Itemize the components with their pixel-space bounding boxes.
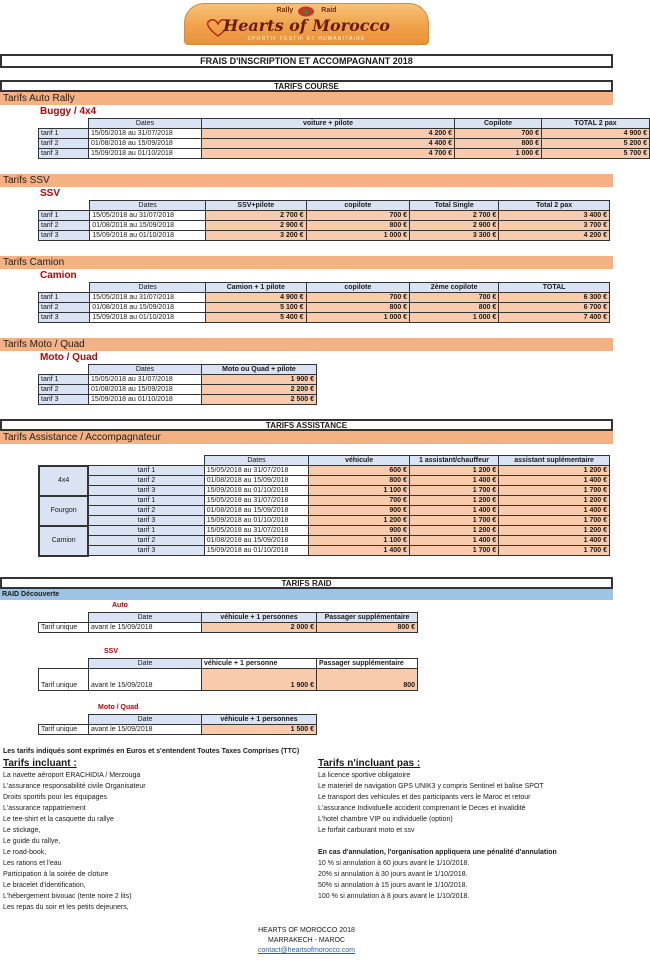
column-header: assistant suplémentaire	[499, 456, 610, 466]
date-range: 15/05/2018 au 31/07/2018	[204, 496, 309, 506]
column-header: TOTAL	[499, 283, 610, 293]
table-row	[39, 516, 610, 526]
column-header: Dates	[89, 119, 202, 129]
subtitle-ssv: SSV	[40, 188, 61, 199]
table-moto	[38, 364, 317, 405]
date-range: 15/09/2018 au 01/10/2018	[89, 395, 202, 405]
tarif-label: tarif 2	[39, 139, 89, 149]
price-cell: 3 400 €	[499, 211, 610, 221]
date-range: 01/08/2018 au 15/09/2018	[204, 506, 309, 516]
table-row	[39, 303, 610, 313]
footer-line2: MARRAKECH - MAROC	[267, 937, 345, 944]
list-item: Le materiel de navigation GPS UNIK3 y compris Sentinel et balise SPOT	[318, 783, 544, 790]
table-row	[39, 221, 610, 231]
column-header: voiture + pilote	[202, 119, 455, 129]
section-header-course: TARIFS COURSE	[0, 80, 613, 92]
price-cell: 1 000 €	[306, 313, 410, 323]
tarif-label: tarif 3	[88, 486, 204, 496]
subtitle-raid-moto: Moto / Quad	[98, 704, 139, 711]
list-item: Les rations et l'eau	[3, 860, 62, 867]
column-header: Date	[89, 659, 202, 669]
tarif-label: tarif 1	[39, 211, 90, 221]
price-cell: 3 700 €	[499, 221, 610, 231]
column-header: Passager supplémentaire	[317, 613, 418, 623]
table-assistance	[38, 455, 610, 557]
tarif-label: tarif 2	[88, 476, 204, 486]
blank-cell	[39, 613, 89, 623]
footer	[0, 926, 613, 956]
table-row	[39, 313, 610, 323]
table-row	[39, 526, 610, 536]
price-cell: 2 500 €	[202, 395, 317, 405]
table-row	[39, 496, 610, 506]
list-item: L'assurance Individuelle accident comprenant le Deces et invalidité	[318, 805, 526, 812]
price-cell: 1 400 €	[499, 476, 610, 486]
tarif-label: tarif 1	[39, 375, 89, 385]
price-cell: 1 400 €	[499, 536, 610, 546]
column-header: TOTAL 2 pax	[542, 119, 650, 129]
table-row	[39, 395, 317, 405]
tarif-label: Tarif unique	[39, 623, 89, 633]
table-row	[39, 231, 610, 241]
tarif-label: tarif 3	[39, 313, 90, 323]
vehicle-group-label: 4x4	[39, 466, 88, 496]
price-cell: 5 700 €	[542, 149, 650, 159]
table-row	[39, 476, 610, 486]
date-range: 15/05/2018 au 31/07/2018	[90, 211, 206, 221]
date-range: 15/09/2018 au 01/10/2018	[90, 313, 206, 323]
footer-line1: HEARTS OF MOROCCO 2018	[258, 927, 355, 934]
price-cell: 4 200 €	[499, 231, 610, 241]
list-item: Droits sportifs pour les équipages	[3, 794, 107, 801]
price-cell: 4 900 €	[206, 293, 306, 303]
table-row	[39, 669, 418, 691]
price-cell: 6 700 €	[499, 303, 610, 313]
list-item: Participation à la soirée de cloture	[3, 871, 109, 878]
price-cell: 3 200 €	[206, 231, 306, 241]
band-camion: Tarifs Camion	[0, 256, 613, 269]
date-range: 01/08/2018 au 15/09/2018	[89, 385, 202, 395]
date-range: 15/09/2018 au 01/10/2018	[90, 231, 206, 241]
table-row	[39, 293, 610, 303]
price-cell: 700 €	[455, 129, 542, 139]
price-cell: 1 200 €	[409, 496, 498, 506]
column-header: Date	[89, 715, 202, 725]
price-cell: 2 900 €	[410, 221, 499, 231]
list-item: Le guide du rallye,	[3, 838, 61, 845]
included-title: Tarifs incluant :	[3, 758, 77, 769]
date-range: 15/05/2018 au 31/07/2018	[89, 129, 202, 139]
list-item: 50% si annulation à 15 jours avant le 1/10/2018.	[318, 882, 468, 889]
logo-subtitle: SPORTIF FESTIF ET HUMANITAIRE	[247, 36, 366, 42]
price-cell: 600 €	[309, 466, 410, 476]
list-item: L'assurance rappatriement	[3, 805, 86, 812]
tarif-label: tarif 2	[39, 385, 89, 395]
table-row	[39, 129, 650, 139]
excluded-title: Tarifs n'incluant pas :	[318, 758, 421, 769]
price-cell: 1 000 €	[306, 231, 410, 241]
price-cell: 1 700 €	[499, 546, 610, 556]
table-row	[39, 149, 650, 159]
date-range: 01/08/2018 au 15/09/2018	[90, 221, 206, 231]
table-row	[39, 506, 610, 516]
tarif-label: tarif 3	[39, 231, 90, 241]
table-camion	[38, 282, 610, 323]
band-assistance: Tarifs Assistance / Accompagnateur	[0, 431, 613, 444]
price-cell: 800 €	[309, 476, 410, 486]
tarif-label: tarif 1	[39, 293, 90, 303]
tarif-label: tarif 1	[39, 129, 89, 139]
blank-cell	[39, 283, 90, 293]
column-header: Passager supplémentaire	[317, 659, 418, 669]
price-cell: 1 700 €	[499, 486, 610, 496]
price-cell: 900 €	[309, 526, 410, 536]
column-header: Dates	[204, 456, 309, 466]
tarif-label: Tarif unique	[39, 725, 89, 735]
vehicle-group-label: Fourgon	[39, 496, 88, 526]
price-cell: 1 400 €	[409, 506, 498, 516]
column-header: Total 2 pax	[499, 201, 610, 211]
tarif-label: tarif 3	[88, 546, 204, 556]
date-limit: avant le 15/09/2018	[89, 725, 202, 735]
tarif-label: tarif 3	[88, 516, 204, 526]
tarif-label: tarif 1	[88, 496, 204, 506]
price-cell: 4 200 €	[202, 129, 455, 139]
table-raid-moto	[38, 714, 317, 735]
tarif-label: tarif 2	[88, 536, 204, 546]
date-range: 15/09/2018 au 01/10/2018	[204, 546, 309, 556]
logo-raid-text: Raid	[321, 7, 337, 14]
excluded-list	[318, 770, 613, 836]
price-cell: 800 €	[410, 303, 499, 313]
table-row	[39, 486, 610, 496]
list-item: 20% si annulation à 30 jours avant le 1/10/2018.	[318, 871, 468, 878]
subtitle-raid-ssv: SSV	[104, 648, 119, 655]
table-row	[39, 725, 317, 735]
price-cell: 4 400 €	[202, 139, 455, 149]
blank-cell	[39, 201, 90, 211]
price-cell: 700 €	[306, 211, 410, 221]
price-cell: 800 €	[306, 303, 410, 313]
list-item: Le tee-shirt et la casquette du rallye	[3, 816, 114, 823]
price-cell: 1 700 €	[409, 486, 498, 496]
list-item: Les repas du soir et les petits dejeuners,	[3, 904, 129, 911]
column-header: Copilote	[455, 119, 542, 129]
page-title: FRAIS D'INSCRIPTION ET ACCOMPAGNANT 2018	[0, 54, 613, 68]
column-header: véhicule	[309, 456, 410, 466]
date-range: 01/08/2018 au 15/09/2018	[89, 139, 202, 149]
band-raid-decouverte: RAID Découverte	[0, 589, 613, 600]
list-item: Le bracelet d'identification,	[3, 882, 86, 889]
list-item: L'assurance responsabilité civile Organisateur	[3, 783, 146, 790]
notes-excluded	[318, 757, 613, 902]
price-cell: 4 700 €	[202, 149, 455, 159]
table-raid-auto	[38, 612, 418, 633]
date-limit: avant le 15/09/2018	[89, 669, 202, 691]
price-cell: 800	[317, 669, 418, 691]
price-cell: 700 €	[306, 293, 410, 303]
table-row	[39, 466, 610, 476]
column-header: véhicule + 1 personnes	[202, 613, 317, 623]
list-item: La licence sportive obligatoire	[318, 772, 411, 779]
table-row	[39, 385, 317, 395]
table-row	[39, 623, 418, 633]
price-cell: 1 200 €	[409, 466, 498, 476]
column-header: copilote	[306, 283, 410, 293]
price-cell: 1 200 €	[499, 496, 610, 506]
list-item: L'hébergement bivouac (tente noire 2 lits)	[3, 893, 132, 900]
blank-cell	[39, 456, 204, 466]
price-cell: 1 400 €	[309, 546, 410, 556]
list-item: Le forfait carburant moto et ssv	[318, 827, 415, 834]
cancel-title: En cas d'annulation, l'organisation appliquera une pénalité d'annulation	[318, 849, 557, 856]
table-row	[39, 375, 317, 385]
price-cell: 1 400 €	[499, 506, 610, 516]
column-header: véhicule + 1 personnes	[202, 715, 317, 725]
price-cell: 3 300 €	[410, 231, 499, 241]
tarif-label: Tarif unique	[39, 669, 89, 691]
date-range: 15/09/2018 au 01/10/2018	[204, 516, 309, 526]
price-cell: 5 100 €	[206, 303, 306, 313]
date-range: 15/09/2018 au 01/10/2018	[204, 486, 309, 496]
notes-included	[3, 746, 323, 913]
price-cell: 2 900 €	[206, 221, 306, 231]
list-item: L'hotel chambre VIP ou individuelle (option)	[318, 816, 453, 823]
section-header-assistance: TARIFS ASSISTANCE	[0, 419, 613, 431]
vehicle-group-label: Camion	[39, 526, 88, 556]
price-cell: 1 700 €	[499, 516, 610, 526]
table-row	[39, 139, 650, 149]
price-cell: 4 900 €	[542, 129, 650, 139]
price-cell: 5 200 €	[542, 139, 650, 149]
price-cell: 1 000 €	[410, 313, 499, 323]
tarif-label: tarif 1	[88, 526, 204, 536]
price-cell: 1 200 €	[499, 526, 610, 536]
blank-cell	[39, 659, 89, 669]
price-cell: 1 900 €	[202, 669, 317, 691]
logo	[184, 3, 429, 45]
price-cell: 5 400 €	[206, 313, 306, 323]
date-range: 01/08/2018 au 15/09/2018	[204, 476, 309, 486]
date-range: 15/05/2018 au 31/07/2018	[204, 466, 309, 476]
price-cell: 1 400 €	[409, 536, 498, 546]
date-range: 15/05/2018 au 31/07/2018	[90, 293, 206, 303]
price-cell: 800 €	[455, 139, 542, 149]
price-cell: 7 400 €	[499, 313, 610, 323]
band-ssv: Tarifs SSV	[0, 174, 613, 187]
price-cell: 1 400 €	[409, 476, 498, 486]
date-limit: avant le 15/09/2018	[89, 623, 202, 633]
section-header-raid: TARIFS RAID	[0, 577, 613, 589]
cancel-list	[318, 858, 613, 902]
price-cell: 800 €	[306, 221, 410, 231]
price-cell: 1 700 €	[409, 516, 498, 526]
column-header: Dates	[89, 365, 202, 375]
price-cell: 1 000 €	[455, 149, 542, 159]
table-auto-rally	[38, 118, 650, 159]
subtitle-raid-auto: Auto	[112, 602, 128, 609]
list-item: Le stickage,	[3, 827, 41, 834]
list-item: Le transport des vehicules et des participants vers le Maroc et retour	[318, 794, 531, 801]
column-header: SSV+pilote	[206, 201, 306, 211]
tarif-label: tarif 2	[88, 506, 204, 516]
price-cell: 700 €	[309, 496, 410, 506]
tarif-label: tarif 3	[39, 149, 89, 159]
price-cell: 1 200 €	[409, 526, 498, 536]
contact-email-link[interactable]: contact@heartsofmorocco.com	[258, 947, 355, 954]
date-range: 15/05/2018 au 31/07/2018	[204, 526, 309, 536]
included-list	[3, 770, 323, 913]
price-cell: 800 €	[317, 623, 418, 633]
price-cell: 1 100 €	[309, 486, 410, 496]
table-row	[39, 211, 610, 221]
subtitle-camion: Camion	[40, 270, 77, 281]
price-cell: 1 200 €	[309, 516, 410, 526]
ttc-note: Les tarifs indiqués sont exprimés en Euros et s'entendent Toutes Taxes Comprises (TTC)	[3, 748, 300, 755]
list-item: La navette aéroport ERACHIDIA / Merzouga	[3, 772, 141, 779]
subtitle-buggy: Buggy / 4x4	[40, 106, 97, 117]
blank-cell	[39, 365, 89, 375]
band-auto-rally: Tarifs Auto Rally	[0, 92, 613, 105]
table-raid-ssv	[38, 658, 418, 691]
logo-rally-text: Rally	[276, 7, 294, 14]
date-range: 01/08/2018 au 15/09/2018	[90, 303, 206, 313]
tarif-label: tarif 2	[39, 303, 90, 313]
price-cell: 1 500 €	[202, 725, 317, 735]
price-cell: 2 200 €	[202, 385, 317, 395]
list-item: Le road-book,	[3, 849, 47, 856]
list-item: 100 % si annulation à 8 jours avant le 1/10/2018.	[318, 893, 470, 900]
table-row	[39, 536, 610, 546]
date-range: 01/08/2018 au 15/09/2018	[204, 536, 309, 546]
price-cell: 2 700 €	[410, 211, 499, 221]
column-header: 1 assistant/chauffeur	[409, 456, 498, 466]
price-cell: 700 €	[410, 293, 499, 303]
tarif-label: tarif 3	[39, 395, 89, 405]
date-range: 15/05/2018 au 31/07/2018	[89, 375, 202, 385]
column-header: Date	[89, 613, 202, 623]
date-range: 15/09/2018 au 01/10/2018	[89, 149, 202, 159]
subtitle-moto: Moto / Quad	[40, 352, 98, 363]
column-header: Moto ou Quad + pilote	[202, 365, 317, 375]
column-header: 2ème copilote	[410, 283, 499, 293]
column-header: Camion + 1 pilote	[206, 283, 306, 293]
price-cell: 1 100 €	[309, 536, 410, 546]
table-ssv	[38, 200, 610, 241]
column-header: véhicule + 1 personne	[202, 659, 317, 669]
logo-title: Hearts of Morocco	[223, 16, 390, 35]
column-header: Total Single	[410, 201, 499, 211]
price-cell: 2 000 €	[202, 623, 317, 633]
tarif-label: tarif 2	[39, 221, 90, 231]
column-header: copilote	[306, 201, 410, 211]
tarif-label: tarif 1	[88, 466, 204, 476]
column-header: Dates	[90, 201, 206, 211]
blank-cell	[39, 715, 89, 725]
blank-cell	[39, 119, 89, 129]
price-cell: 1 900 €	[202, 375, 317, 385]
table-row	[39, 546, 610, 556]
band-moto: Tarifs Moto / Quad	[0, 338, 613, 351]
list-item: 10 % si annulation à 60 jours avant le 1/10/2018.	[318, 860, 470, 867]
price-cell: 2 700 €	[206, 211, 306, 221]
price-cell: 900 €	[309, 506, 410, 516]
price-cell: 6 300 €	[499, 293, 610, 303]
price-cell: 1 700 €	[409, 546, 498, 556]
price-cell: 1 200 €	[499, 466, 610, 476]
column-header: Dates	[90, 283, 206, 293]
